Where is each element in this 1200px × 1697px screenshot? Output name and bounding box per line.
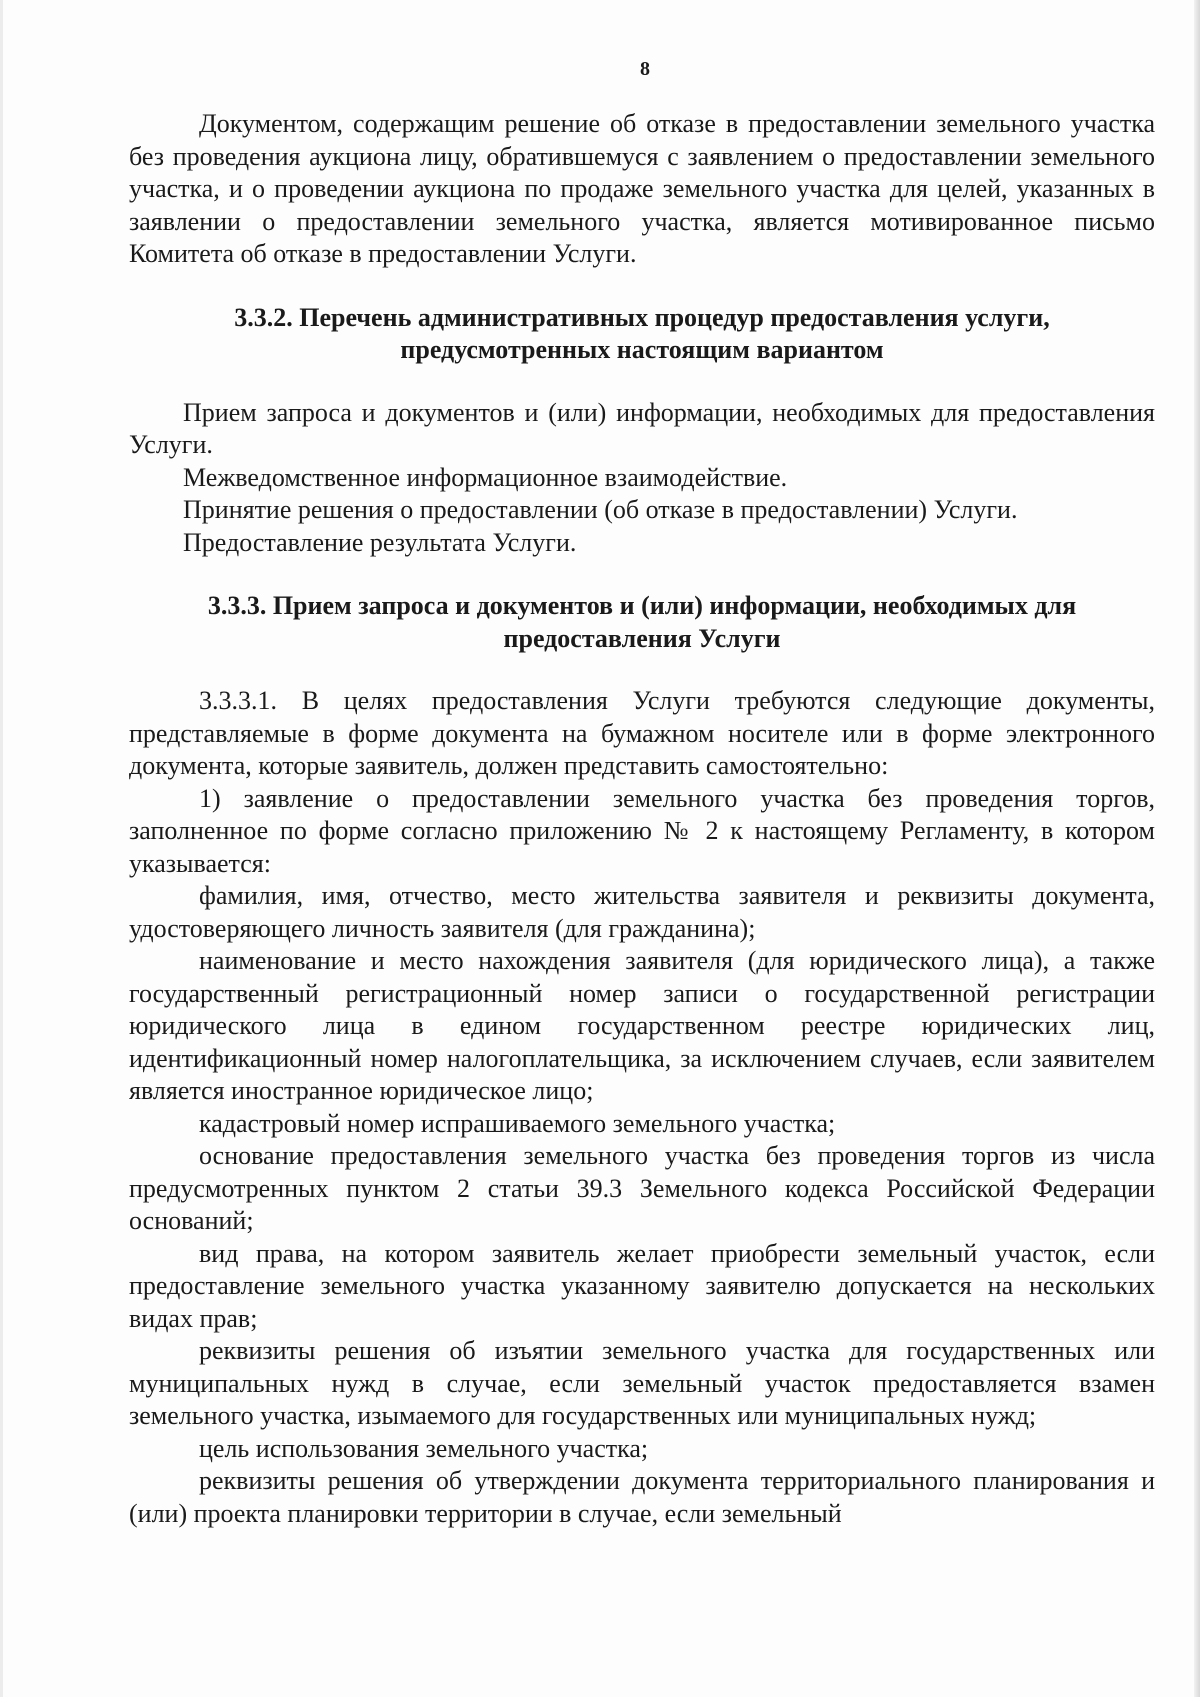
application-detail: реквизиты решения об изъятии земельного участка для государственных или муниципальных нужд в случае, если земельный участок предоставляется взамен земельного участка, изымаемого для государственных или муниципальных нужд; xyxy=(129,1336,1155,1430)
application-detail: наименование и место нахождения заявителя (для юридического лица), а также государственный регистрационный номер записи о государственной регистрации юридического лица в едином государственном реестре юридических лиц, идентификационный номер налогоплательщика, за исключением случаев, если заявителем является иностранное юридическое лицо; xyxy=(129,946,1155,1105)
document-body xyxy=(129,108,1155,1530)
section-heading-3-3-3: 3.3.3. Прием запроса и документов и (или) информации, необходимых для предоставления Услуги xyxy=(207,591,1077,653)
procedure-item: Принятие решения о предоставлении (об отказе в предоставлении) Услуги. xyxy=(183,495,1018,524)
procedure-item: Межведомственное информационное взаимодействие. xyxy=(183,462,788,492)
page-number: 8 xyxy=(640,58,650,80)
intro-paragraph: Документом, содержащим решение об отказе в предоставлении земельного участка без проведения аукциона лицу, обратившемуся с заявлением о предоставлении земельного участка, и о проведении аукциона по продаже земельного участка для целей, указанных в заявлении о предоставлении земельного участка, является мотивированное письмо Комитета об отказе в предоставлении Услуги. xyxy=(129,109,1155,268)
application-item: 1) заявление о предоставлении земельного участка без проведения торгов, заполненное по форме согласно приложению № 2 к настоящему Регламенту, в котором указывается: xyxy=(129,783,1155,878)
scan-edge-right xyxy=(1194,0,1200,1697)
application-detail: основание предоставления земельного участка без проведения торгов из числа предусмотренных пунктом 2 статьи 39.3 Земельного кодекса Российской Федерации оснований; xyxy=(129,1141,1155,1235)
application-detail: вид права, на котором заявитель желает приобрести земельный участок, если предоставление земельного участка указанному заявителю допускается на нескольких видах прав; xyxy=(129,1238,1155,1333)
procedure-item: Прием запроса и документов и (или) информации, необходимых для предоставления Услуги. xyxy=(129,397,1155,459)
application-detail: кадастровый номер испрашиваемого земельного участка; xyxy=(199,1108,836,1138)
section-heading-3-3-2: 3.3.2. Перечень административных процедур предоставления услуги, предусмотренных настоящим вариантом xyxy=(234,302,1050,364)
clause-3-3-3-1: 3.3.3.1. В целях предоставления Услуги требуются следующие документы, представляемые в форме документа на бумажном носителе или в форме электронного документа, которые заявитель, должен представить самостоятельно: xyxy=(129,686,1155,780)
application-detail: цель использования земельного участка; xyxy=(199,1433,649,1463)
application-detail: фамилия, имя, отчество, место жительства заявителя и реквизиты документа, удостоверяющего личность заявителя (для гражданина); xyxy=(129,881,1155,943)
scan-edge-left xyxy=(0,0,3,1697)
application-detail: реквизиты решения об утверждении документа территориального планирования и (или) проекта планировки территории в случае, если земельный xyxy=(129,1466,1155,1528)
procedure-item: Предоставление результата Услуги. xyxy=(183,527,577,557)
